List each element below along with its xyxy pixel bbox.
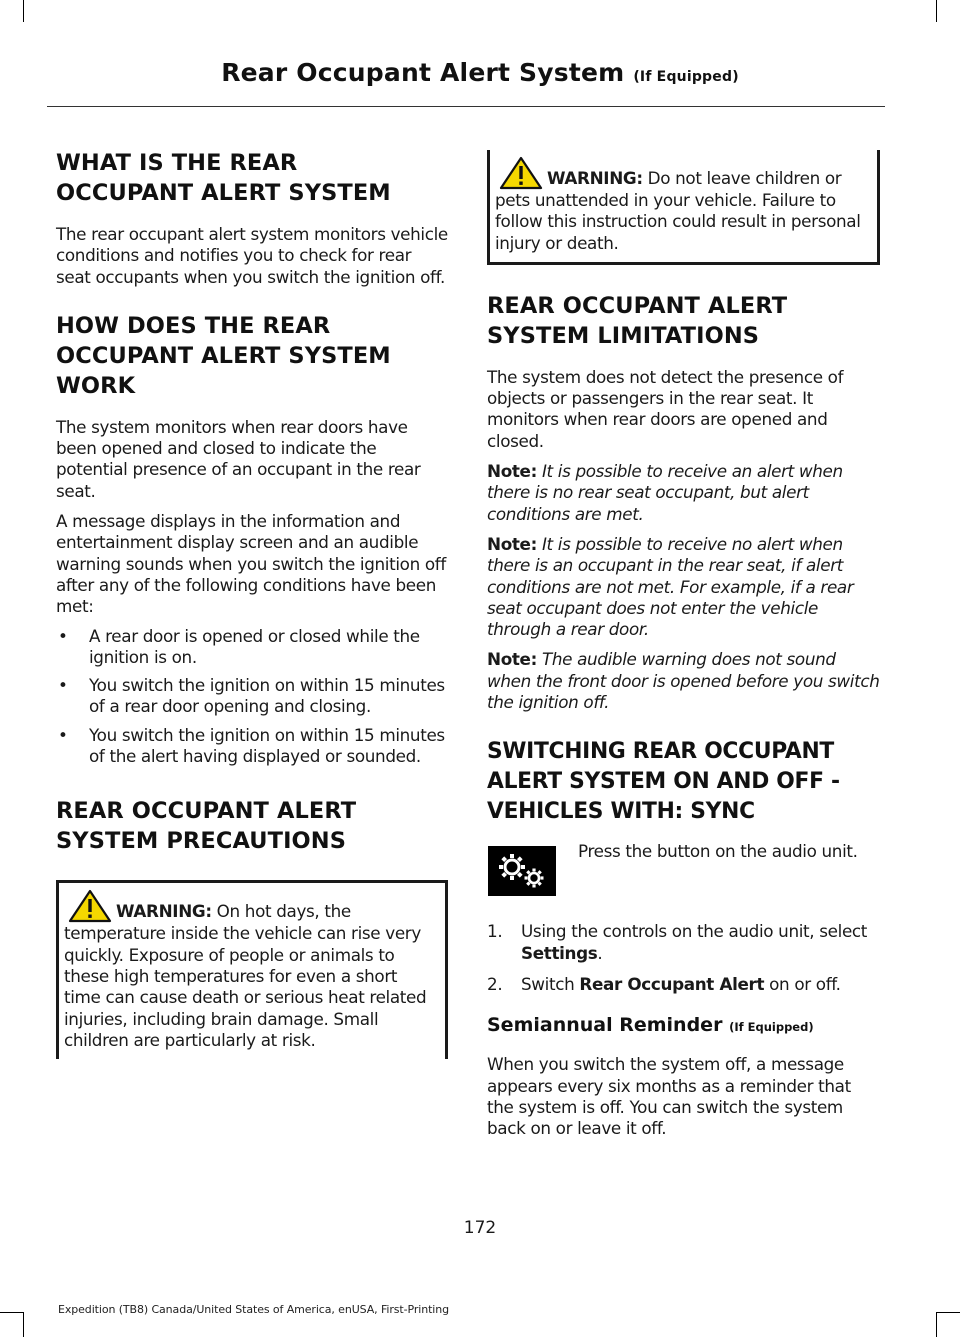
section-heading-switching: [487, 737, 880, 827]
step-number: 1.: [487, 921, 503, 942]
heading-line: SYSTEM PRECAUTIONS: [56, 828, 347, 855]
warning-body: Do not leave children or pets unattended in your vehicle. Failure to follow this instruction could result in personal injury or death.: [495, 168, 861, 253]
list-item-text: You switch the ignition on within 15 minutes of a rear door opening and closing.: [89, 675, 445, 717]
condition-list: [56, 626, 448, 768]
icon-instruction-text: Press the button on the audio unit.: [578, 841, 858, 862]
crop-mark-bottom-left-h: [0, 1312, 24, 1313]
heading-line: REAR OCCUPANT ALERT: [487, 292, 788, 319]
warning-label: WARNING:: [547, 168, 643, 188]
list-item-text: You switch the ignition on within 15 minutes of the alert having displayed or sounded.: [89, 724, 445, 767]
step-bold: Rear Occupant Alert: [579, 973, 765, 994]
paragraph: A message displays in the information and entertainment display screen and an audible warning sounds when you switch the ignition off after any of the following conditions have been met:: [56, 511, 446, 617]
page-header: [0, 58, 960, 87]
section-heading-precautions: [56, 796, 448, 856]
subheading-qualifier: (If Equipped): [729, 1020, 814, 1035]
crop-mark-bottom-right-h: [936, 1312, 960, 1313]
note-text: It is possible to receive an alert when there is no rear seat occupant, but alert conditions are met.: [487, 461, 843, 524]
crop-mark-top-left-v: [23, 0, 24, 22]
step-text: .: [597, 942, 603, 963]
section-heading-what-is: [56, 148, 448, 208]
bullet: •: [58, 625, 68, 646]
header-title: Rear Occupant Alert System: [221, 58, 625, 87]
step-bold: Settings: [521, 942, 598, 963]
heading-line: HOW DOES THE REAR: [56, 312, 331, 339]
warning-body: On hot days, the temperature inside the vehicle can rise very quickly. Exposure of people or animals to these high temperatures for even a short time can cause death or serious heat related injuries, including brain damage. Small children are particularly at risk.: [64, 901, 427, 1050]
right-column: [487, 148, 880, 1139]
heading-line: OCCUPANT ALERT SYSTEM: [56, 342, 391, 369]
heading-line: VEHICLES WITH: SYNC: [487, 799, 755, 825]
section-heading-how-does: [56, 311, 448, 401]
heading-line: REAR OCCUPANT ALERT: [56, 798, 357, 825]
step-item: [487, 921, 880, 964]
heading-line: WORK: [56, 372, 136, 399]
footer-text: Expedition (TB8) Canada/United States of America, enUSA, First-Printing: [58, 1303, 450, 1316]
page-number: 172: [463, 1218, 497, 1238]
header-divider: [47, 106, 885, 107]
note-label: Note:: [487, 649, 537, 670]
list-item: [56, 675, 448, 718]
warning-box: [487, 150, 880, 265]
warning-text: [495, 156, 869, 254]
note: [487, 461, 880, 525]
paragraph: The system does not detect the presence of objects or passengers in the rear seat. It monitors when rear doors are opened and closed.: [487, 366, 844, 451]
subsection-heading-reminder: [487, 1013, 880, 1039]
heading-line: OCCUPANT ALERT SYSTEM: [56, 180, 391, 206]
section-heading-limitations: [487, 291, 880, 351]
note: [487, 649, 880, 713]
warning-box: [56, 883, 448, 1059]
step-item: [487, 974, 880, 995]
settings-instruction: [487, 841, 880, 921]
step-text: on or off.: [769, 973, 841, 994]
bullet: •: [58, 724, 68, 745]
note-label: Note:: [487, 461, 537, 482]
warning-label: WARNING:: [116, 901, 212, 922]
paragraph: The system monitors when rear doors have been opened and closed to indicate the potential presence of an occupant in the rear seat.: [56, 416, 421, 501]
note-label: Note:: [487, 533, 537, 554]
list-item-text: A rear door is opened or closed while the ignition is on.: [89, 625, 420, 667]
heading-line: ALERT SYSTEM ON AND OFF -: [487, 769, 840, 795]
warning-triangle-icon: [68, 889, 112, 923]
note-text: It is possible to receive no alert when there is an occupant in the rear seat, if alert conditions are not met. For example, if a rear seat occupant does not enter the vehicle through a rear door.: [487, 533, 854, 640]
step-number: 2.: [487, 973, 503, 994]
paragraph: When you switch the system off, a message appears every six months as a reminder that the system is off. You can switch the system back on or leave it off.: [487, 1054, 851, 1139]
note-text: The audible warning does not sound when the front door is opened before you switch the ignition off.: [487, 649, 880, 713]
note: [487, 534, 880, 640]
steps-list: [487, 921, 880, 995]
list-item: [56, 725, 448, 768]
gears-icon: [488, 846, 556, 896]
paragraph: The rear occupant alert system monitors vehicle conditions and notifies you to check for rear seat occupants when you switch the ignition off.: [56, 224, 448, 287]
crop-mark-bottom-right-v: [936, 1312, 937, 1337]
bullet: •: [58, 675, 68, 696]
warning-triangle-icon: [499, 156, 543, 190]
left-column: [56, 148, 448, 1059]
warning-text: [64, 889, 437, 1051]
heading-line: SWITCHING REAR OCCUPANT: [487, 739, 834, 765]
settings-gears-icon: [488, 846, 556, 896]
heading-line: SYSTEM LIMITATIONS: [487, 322, 760, 349]
crop-mark-top-right-v: [936, 0, 937, 22]
step-text: Switch: [521, 973, 575, 994]
list-item: [56, 626, 448, 669]
step-text: Using the controls on the audio unit, select: [521, 921, 868, 942]
crop-mark-bottom-left-v: [23, 1312, 24, 1337]
heading-line: WHAT IS THE REAR: [56, 150, 298, 176]
subheading-title: Semiannual Reminder: [487, 1014, 723, 1037]
header-qualifier: (If Equipped): [633, 69, 739, 85]
